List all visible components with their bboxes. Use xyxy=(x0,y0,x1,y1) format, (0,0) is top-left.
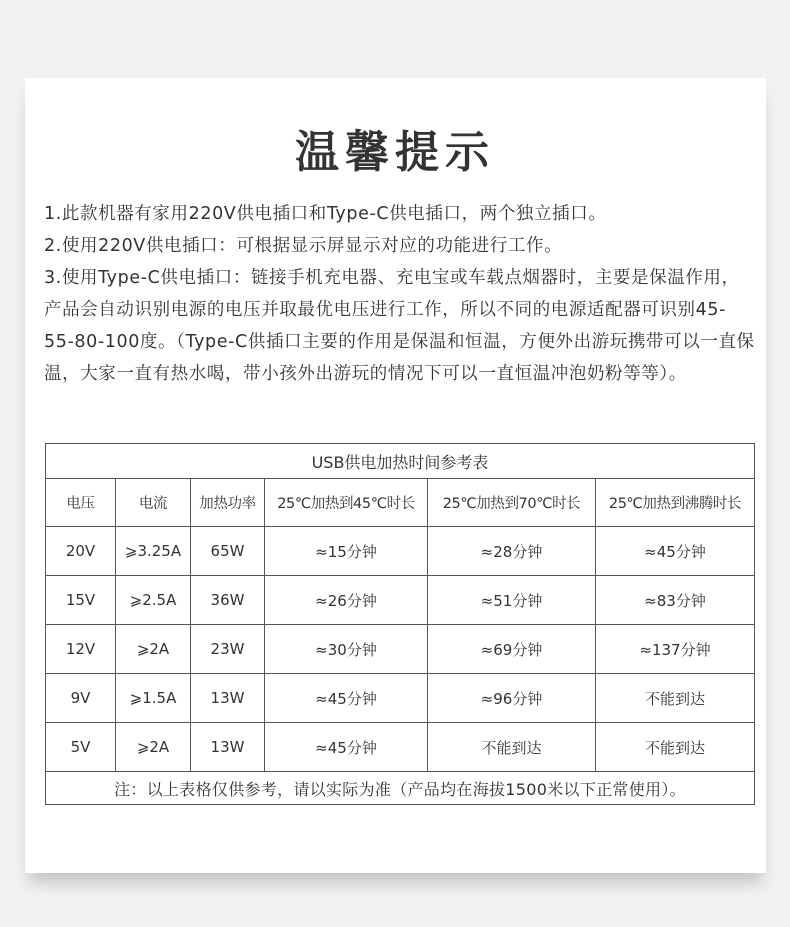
cell-time-70: ≈69分钟 xyxy=(428,625,596,674)
table-note-row xyxy=(46,772,755,805)
header-voltage: 电压 xyxy=(46,479,116,527)
cell-time-boil: ≈45分钟 xyxy=(596,527,755,576)
header-time-45: 25℃加热到45℃时长 xyxy=(265,479,428,527)
cell-voltage: 15V xyxy=(46,576,116,625)
tip-item-2: 2.使用220V供电插口：可根据显示屏显示对应的功能进行工作。 xyxy=(44,236,563,256)
cell-voltage: 9V xyxy=(46,674,116,723)
tip-item-3: 3.使用Type-C供电插口：链接手机充电器、充电宝或车载点烟器时，主要是保温作用，产品会自动识别电源的电压并取最优电压进行工作，所以不同的电源适配器可识别45-55-80-100度。（Type-C供插口主要的作用是保温和恒温，方便外出游玩携带可以一直保温，大家一直有热水喝，带小孩外出游玩的情况下可以一直恒温冲泡奶粉等等）。 xyxy=(44,268,755,384)
cell-time-45: ≈45分钟 xyxy=(265,723,428,772)
cell-current: ⩾2A xyxy=(116,625,191,674)
table-caption-row xyxy=(46,444,755,479)
cell-time-45: ≈15分钟 xyxy=(265,527,428,576)
header-time-boil: 25℃加热到沸腾时长 xyxy=(596,479,755,527)
usb-heating-time-table xyxy=(45,443,755,805)
page-title: 温馨提示 xyxy=(295,127,495,178)
cell-current: ⩾2A xyxy=(116,723,191,772)
cell-power: 65W xyxy=(191,527,265,576)
cell-power: 23W xyxy=(191,625,265,674)
cell-time-45: ≈30分钟 xyxy=(265,625,428,674)
cell-voltage: 5V xyxy=(46,723,116,772)
table-row xyxy=(46,576,755,625)
cell-power: 13W xyxy=(191,723,265,772)
table-row xyxy=(46,527,755,576)
table-row xyxy=(46,723,755,772)
cell-power: 36W xyxy=(191,576,265,625)
table-header-row xyxy=(46,479,755,527)
cell-time-boil: 不能到达 xyxy=(596,723,755,772)
cell-current: ⩾3.25A xyxy=(116,527,191,576)
cell-time-70: 不能到达 xyxy=(428,723,596,772)
cell-time-45: ≈26分钟 xyxy=(265,576,428,625)
cell-time-boil: ≈83分钟 xyxy=(596,576,755,625)
tip-item-1: 1.此款机器有家用220V供电插口和Type-C供电插口，两个独立插口。 xyxy=(44,204,607,224)
table-note: 注：以上表格仅供参考，请以实际为准（产品均在海拔1500米以下正常使用）。 xyxy=(46,772,755,805)
cell-power: 13W xyxy=(191,674,265,723)
table-row xyxy=(46,674,755,723)
header-current: 电流 xyxy=(116,479,191,527)
table-row xyxy=(46,625,755,674)
cell-current: ⩾1.5A xyxy=(116,674,191,723)
cell-time-boil: ≈137分钟 xyxy=(596,625,755,674)
cell-voltage: 20V xyxy=(46,527,116,576)
header-power: 加热功率 xyxy=(191,479,265,527)
cell-voltage: 12V xyxy=(46,625,116,674)
cell-time-70: ≈28分钟 xyxy=(428,527,596,576)
cell-time-70: ≈96分钟 xyxy=(428,674,596,723)
cell-time-boil: 不能到达 xyxy=(596,674,755,723)
tips-list xyxy=(44,198,756,390)
cell-time-45: ≈45分钟 xyxy=(265,674,428,723)
cell-time-70: ≈51分钟 xyxy=(428,576,596,625)
table-caption: USB供电加热时间参考表 xyxy=(46,444,755,479)
cell-current: ⩾2.5A xyxy=(116,576,191,625)
header-time-70: 25℃加热到70℃时长 xyxy=(428,479,596,527)
